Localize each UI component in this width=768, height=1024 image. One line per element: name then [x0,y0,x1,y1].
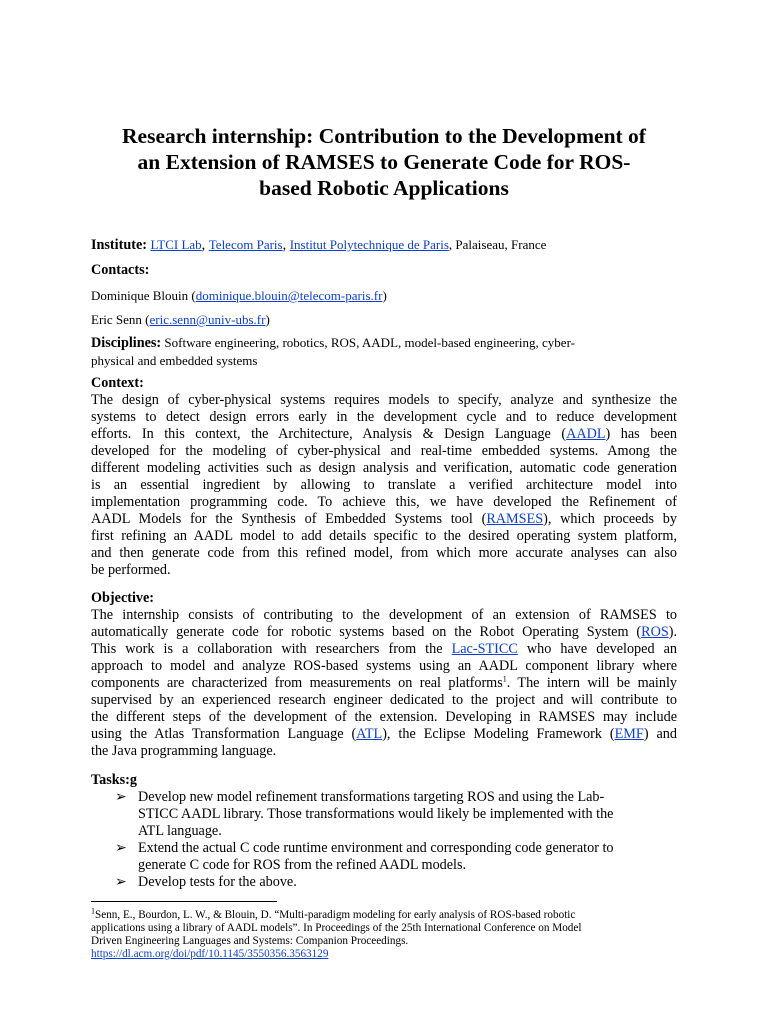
context-label: Context: [91,375,144,391]
paragraph-line: The design of cyber-physical systems requires models to specify, analyze and synthesize the [91,392,677,408]
paragraph-line: different modeling activities such as design analysis and verification, automatic code generation [91,460,677,476]
disciplines-text: Software engineering, robotics, ROS, AADL, model-based engineering, cyber- [161,335,575,350]
institute-line [91,236,677,254]
paragraph-line: first refining an AADL model to add details specific to the desired operating system platform, [91,528,677,544]
footnote-line: Driven Engineering Languages and Systems: Companion Proceedings. [91,935,409,947]
paragraph-line [91,726,677,743]
text-run: using the Atlas Transformation Language ( [91,726,357,742]
footnote-ref: 1 [502,674,507,684]
text-run: ) and [643,726,677,742]
contact-email-link[interactable]: eric.senn@univ-ubs.fr [149,312,266,327]
objective-section [91,590,677,760]
arrow-bullet-icon: ➢ [115,874,127,890]
paragraph-line: the Java programming language. [91,743,277,759]
contact-name: Dominique Blouin ( [91,288,196,303]
text-run: ) has been [605,426,677,442]
contacts-label: Contacts: [91,262,150,278]
text-run: automatically generate code for robotic systems based on the Robot Operating System ( [91,624,642,640]
tasks-list [115,789,675,891]
text-run: This work is a collaboration with researchers from the [91,641,452,657]
text-run: efforts. In this context, the Architecture, Analysis & Design Language ( [91,426,567,442]
contact-email-link[interactable]: dominique.blouin@telecom-paris.fr [195,288,383,303]
telecom-paris-link[interactable]: Telecom Paris [208,237,283,252]
title-line: Research internship: Contribution to the Development of [122,124,646,148]
paragraph-line [91,624,677,641]
footnote-text: Senn, E., Bourdon, L. W., & Blouin, D. “Multi-paradigm modeling for early analysis of ROS-based robotic [95,909,576,921]
disciplines-label: Disciplines: [91,335,162,351]
institute-label: Institute: [91,237,147,253]
paragraph-line: be performed. [91,562,171,578]
list-item [115,874,675,891]
emf-link[interactable]: EMF [614,726,644,742]
list-item-text: Develop new model refinement transformations targeting ROS and using the Lab- [138,789,605,805]
footnote-divider [91,901,277,902]
paragraph-line [91,675,677,692]
institut-polytechnique-link[interactable]: Institut Polytechnique de Paris [289,237,449,252]
arrow-bullet-icon: ➢ [115,840,127,856]
text-run: AADL Models for the Synthesis of Embedded Systems tool ( [91,511,487,527]
list-item-text: Develop tests for the above. [138,874,297,890]
footnote-mark: 1 [91,906,95,916]
text-run: ), which proceeds by [543,511,677,527]
paragraph-line: The internship consists of contributing to the development of an extension of RAMSES to [91,607,677,623]
objective-label: Objective: [91,590,155,606]
paragraph-line: and then generate code from this refined model, from which more accurate analyses can also [91,545,677,561]
text-run: who have developed an [517,641,677,657]
text-run: . The intern will be mainly [506,675,677,691]
contact-close: ) [265,312,270,327]
paragraph-line: approach to model and analyze ROS-based systems using an AADL component library where [91,658,677,674]
footnote-line: applications using a library of AADL models”. In Proceedings of the 25th International Conference on Model [91,922,582,934]
aadl-link[interactable]: AADL [566,426,606,442]
footnote-doi-link[interactable]: https://dl.acm.org/doi/pdf/10.1145/3550356.3563129 [91,948,329,960]
footnote [91,906,677,961]
paragraph-line: implementation programming code. To achieve this, we have developed the Refinement of [91,494,677,510]
ramses-link[interactable]: RAMSES [486,511,544,527]
institute-location: Palaiseau, France [455,237,547,252]
list-item-text: STICC AADL library. Those transformations would likely be implemented with the [138,806,614,822]
ltci-lab-link[interactable]: LTCI Lab [150,237,202,252]
arrow-bullet-icon: ➢ [115,789,127,805]
contact-name: Eric Senn ( [91,312,150,327]
list-item [115,840,675,874]
paragraph-line: supervised by an experienced research engineer dedicated to the project and will contribute to [91,692,677,708]
list-item-text: ATL language. [138,823,222,839]
paragraph-line: systems to detect design errors early in the development cycle and to reduce development [91,409,677,425]
text-run: ). [668,624,677,640]
lac-sticc-link[interactable]: Lac-STICC [451,641,518,657]
separator: , [448,237,456,252]
atl-link[interactable]: ATL [356,726,383,742]
paragraph-line: developed for the modeling of cyber-physical and real-time embedded systems. Among the [91,443,677,459]
list-item-text: generate C code for ROS from the refined AADL models. [138,857,467,873]
paragraph-line: is an essential ingredient by allowing to translate a verified architecture model into [91,477,677,493]
list-item-text: Extend the actual C code runtime environment and corresponding code generator to [138,840,614,856]
paragraph-line [91,511,677,528]
contact-row [91,287,677,304]
contacts-heading [91,262,677,279]
list-item [115,789,675,840]
text-run: components are characterized from measurements on real platforms [91,675,503,691]
text-run: ), the Eclipse Modeling Framework ( [382,726,615,742]
footnote-line [91,906,677,922]
disciplines-section [91,334,677,369]
contact-row [91,311,677,328]
title-line: an Extension of RAMSES to Generate Code for ROS- [137,150,631,174]
page-title [70,123,698,201]
tasks-label: Tasks:g [91,772,138,788]
paragraph-line: the different steps of the development of the extension. Developing in RAMSES may include [91,709,677,725]
title-line: based Robotic Applications [259,176,509,200]
separator: , [282,237,290,253]
separator: , [201,237,209,253]
paragraph-line [91,641,677,658]
disciplines-text: physical and embedded systems [91,353,258,368]
ros-link[interactable]: ROS [641,624,669,640]
paragraph-line [91,426,677,443]
contact-close: ) [382,288,387,303]
tasks-heading [91,772,677,789]
context-section [91,375,677,579]
